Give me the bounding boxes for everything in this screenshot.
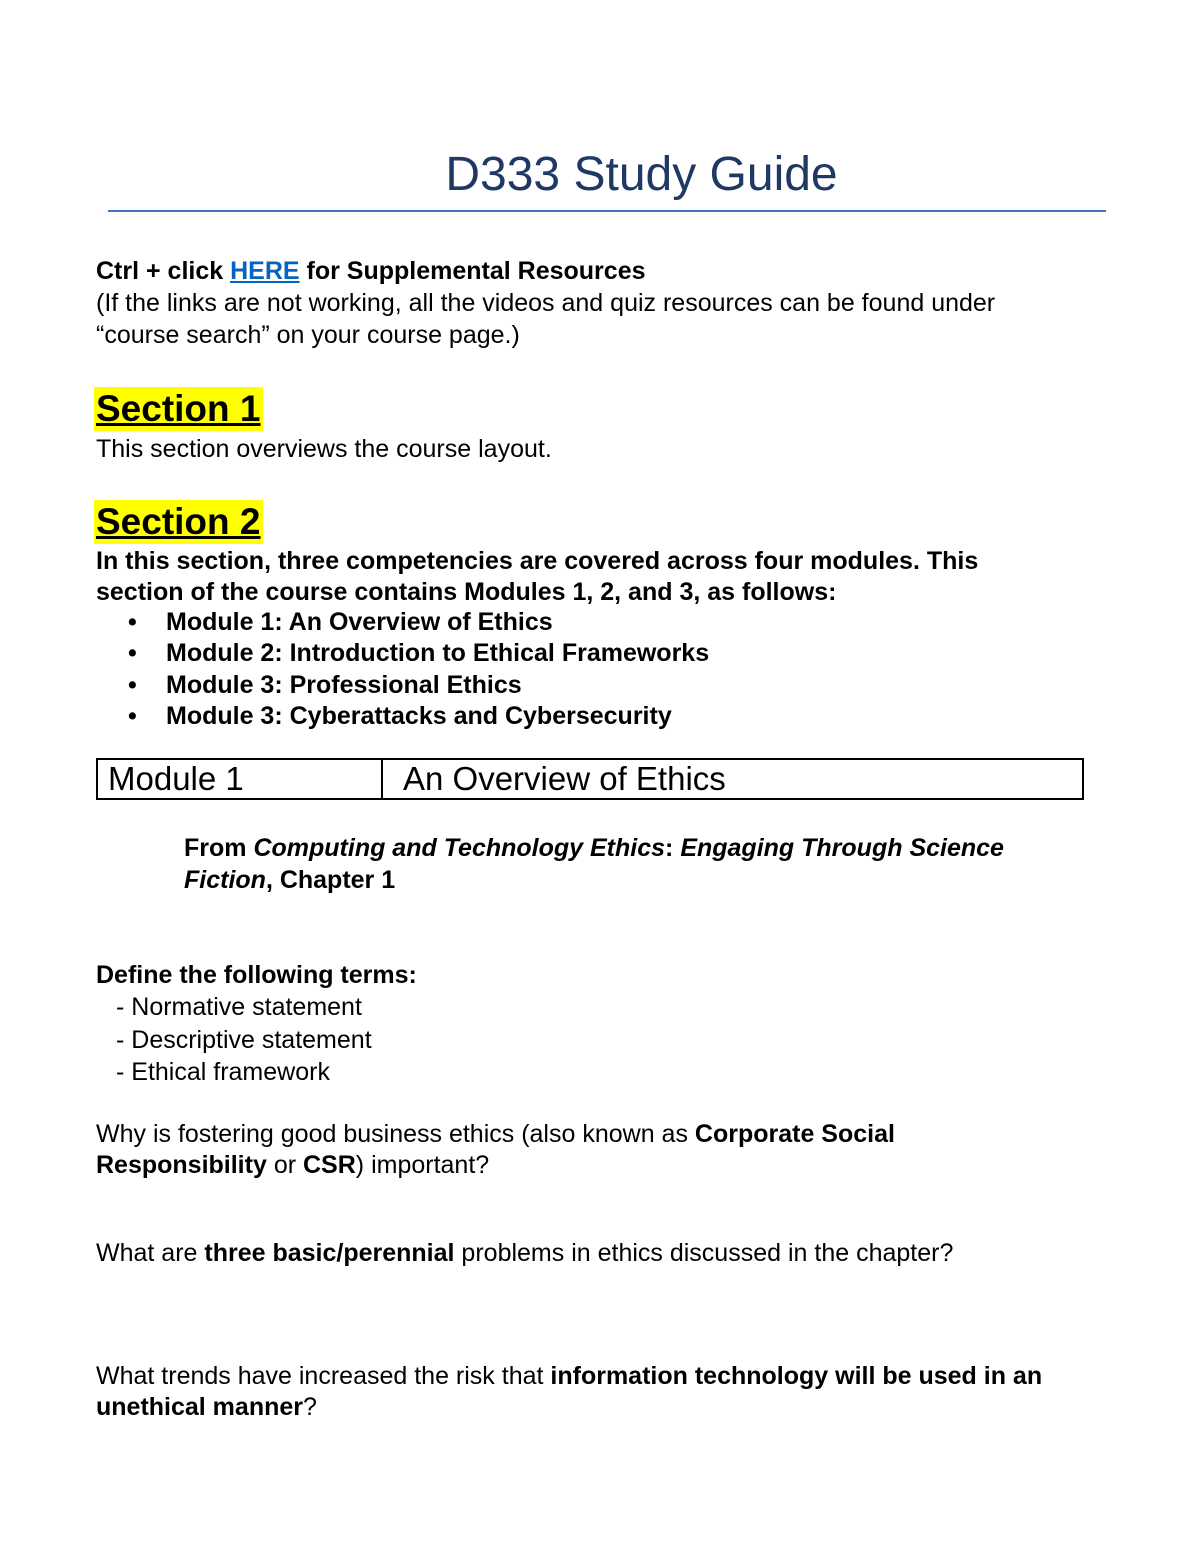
page-title: D333 Study Guide — [445, 148, 838, 201]
question-2 — [96, 1238, 953, 1269]
section-2-text-line2: section of the course contains Modules 1, 2, and 3, as follows: — [96, 578, 837, 606]
section-1-text: This section overviews the course layout. — [96, 435, 552, 463]
question-1-bold: Corporate Social — [694, 1120, 895, 1148]
question-2-bold: three basic/perennial — [204, 1239, 455, 1267]
question-1-bold: CSR — [303, 1151, 356, 1179]
book-title-part1: Computing and Technology Ethics — [253, 834, 666, 862]
module-list — [128, 607, 709, 732]
question-1-text: or — [266, 1151, 303, 1179]
reading-from: From — [184, 834, 254, 862]
module-title-cell: An Overview of Ethics — [403, 760, 726, 797]
module-number-cell: Module 1 — [98, 760, 383, 798]
question-3-line2 — [96, 1392, 317, 1423]
list-item: - Normative statement — [116, 993, 362, 1021]
question-1-line2 — [96, 1150, 489, 1181]
supplemental-prefix: Ctrl + click — [96, 257, 231, 285]
module-table — [96, 758, 1084, 800]
list-item: • Module 2: Introduction to Ethical Frameworks — [128, 638, 709, 669]
terms-list — [116, 991, 372, 1089]
question-1-bold: Responsibility — [96, 1151, 267, 1179]
reading-chapter: , Chapter 1 — [265, 866, 396, 894]
supplemental-suffix: for Supplemental Resources — [299, 257, 646, 285]
question-1-text: Why is fostering good business ethics (also known as — [96, 1120, 695, 1148]
question-3-text: ? — [303, 1393, 317, 1421]
question-3-bold: unethical manner — [96, 1393, 303, 1421]
section-2-text-line1: In this section, three competencies are covered across four modules. This — [96, 547, 979, 575]
links-note-line1: (If the links are not working, all the videos and quiz resources can be found under — [96, 289, 996, 317]
list-item: • Module 3: Professional Ethics — [128, 670, 709, 701]
section-1-heading: Section 1 — [96, 388, 261, 429]
book-title-part3: Fiction — [184, 866, 266, 894]
list-item: - Descriptive statement — [116, 1025, 372, 1054]
reading-colon: : — [665, 834, 681, 862]
question-2-text: problems in ethics discussed in the chapter? — [454, 1239, 954, 1267]
list-item: • Module 3: Cyberattacks and Cybersecurity — [128, 701, 709, 732]
question-3-line1 — [96, 1361, 1042, 1392]
list-item: - Ethical framework — [116, 1058, 330, 1086]
question-2-text: What are — [96, 1239, 205, 1267]
book-title-part2: Engaging Through Science — [680, 834, 1004, 862]
define-heading: Define the following terms: — [96, 961, 417, 989]
reading-line2 — [184, 865, 395, 896]
section-2-heading: Section 2 — [96, 501, 261, 542]
title-divider — [108, 210, 1106, 212]
list-item: • Module 1: An Overview of Ethics — [128, 607, 709, 638]
supplemental-resources-link[interactable]: HERE — [230, 257, 300, 285]
links-note-line2: “course search” on your course page.) — [96, 321, 520, 349]
question-3-bold: information technology will be used in an — [550, 1362, 1043, 1390]
question-3-text: What trends have increased the risk that — [96, 1362, 551, 1390]
reading-line1 — [184, 833, 1004, 864]
question-1-line1 — [96, 1119, 895, 1150]
supplemental-line — [96, 256, 646, 287]
question-1-text: ) important? — [355, 1151, 490, 1179]
